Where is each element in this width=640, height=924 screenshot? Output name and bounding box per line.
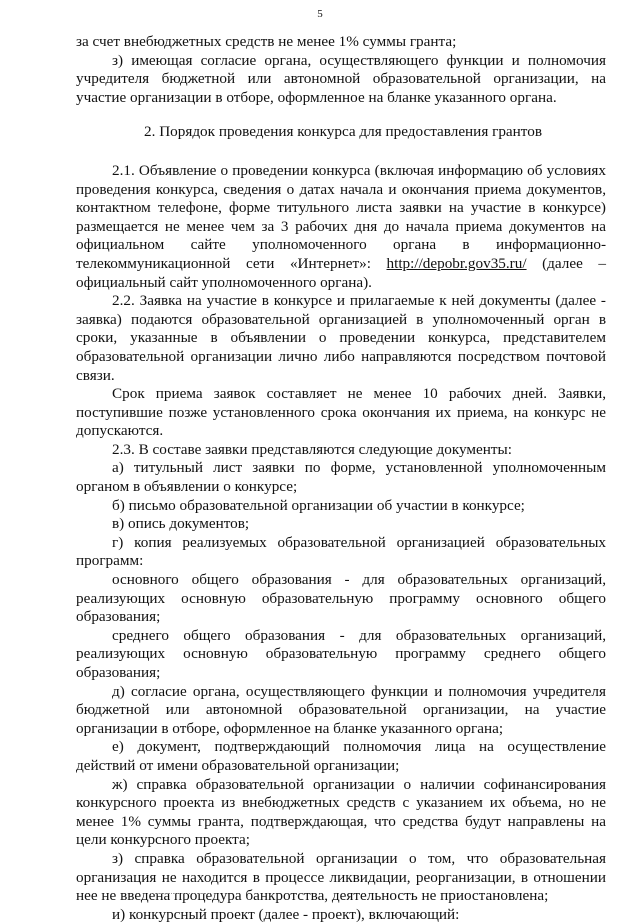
intro-item-z: з) имеющая согласие органа, осуществляющего функции и полномочия учредителя бюджетной или автономной образовательной организации, на участие организации в отборе, оформленное на бланке указанного органа. [76,51,606,106]
list-item-e: е) документ, подтверждающий полномочия лица на осуществление действий от имени образовательной организации; [76,738,606,774]
paragraph-2-1-text: 2.1. Объявление о проведении конкурса (включая информацию об условиях проведения конкурса, сведения о датах начала и окончания приема документов, контактном телефоне, форме титульного листа заявки на участие в конкурсе) размещается не менее чем за 3 рабочих дня до начала приема документов на официальном сайте уполномоченного органа в информационно-телекоммуникационной сети «Интернет»: [76,161,606,272]
list-item-zh: ж) справка образовательной организации о наличии софинансирования конкурсного проекта из внебюджетных средств с указанием их объема, но не менее 1% суммы гранта, подтверждающая, что средства будут направлены на цели конкурсного проекта; [76,775,606,849]
list-item-g: г) копия реализуемых образовательной организацией образовательных программ: [76,533,606,570]
list-item-d: д) согласие органа, осуществляющего функции и полномочия учредителя бюджетной или автономной образовательной организации, на участие организации в отборе, оформленное на бланке указанного органа; [76,682,606,737]
list-item-v: в) опись документов; [112,515,250,533]
paragraph-2-3: 2.3. В составе заявки представляются следующие документы: [112,440,512,458]
scan-bottom-mark [150,893,210,895]
official-site-link[interactable]: http://depobr.gov35.ru/ [386,254,527,272]
list-item-z: з) справка образовательной организации о том, что образовательная организация не находится в процессе ликвидации, реорганизации, в отношении нее не введена процедура банкротства, деятельность не приостановлена; [76,849,606,905]
paragraph-2-1 [76,162,606,292]
document-body [76,33,606,924]
list-item-g-basic: основного общего образования - для образовательных организаций, реализующих основную образовательную программу основного общего образования; [76,571,606,626]
paragraph-2-1-tail: (далее – официальный сайт уполномоченного органа). [76,254,606,291]
paragraph-2-2: 2.2. Заявка на участие в конкурсе и прилагаемые к ней документы (далее - заявка) подаются образовательной организацией в уполномоченный орган в сроки, указанные в объявлении о проведении конкурса, представителем образовательной организации лично либо направляются посредством почтовой связи. [76,292,606,384]
intro-line-continuation: за счет внебюджетных средств не менее 1% суммы гранта; [76,33,457,50]
section-heading: 2. Порядок проведения конкурса для предоставления грантов [144,123,542,141]
page-number: 5 [317,8,323,20]
list-item-i: и) конкурсный проект (далее - проект), включающий: [112,905,460,923]
list-item-a: а) титульный лист заявки по форме, установленной уполномоченным органом в объявлении о конкурсе; [76,459,606,496]
paragraph-deadline: Срок приема заявок составляет не менее 10 рабочих дней. Заявки, поступившие позже установленного срока окончания их приема, на конкурс не допускаются. [76,385,606,440]
list-item-g-secondary: среднего общего образования - для образовательных организаций, реализующих основную образовательную программу среднего общего образования; [76,626,606,681]
list-item-b: б) письмо образовательной организации об участии в конкурсе; [112,496,525,514]
